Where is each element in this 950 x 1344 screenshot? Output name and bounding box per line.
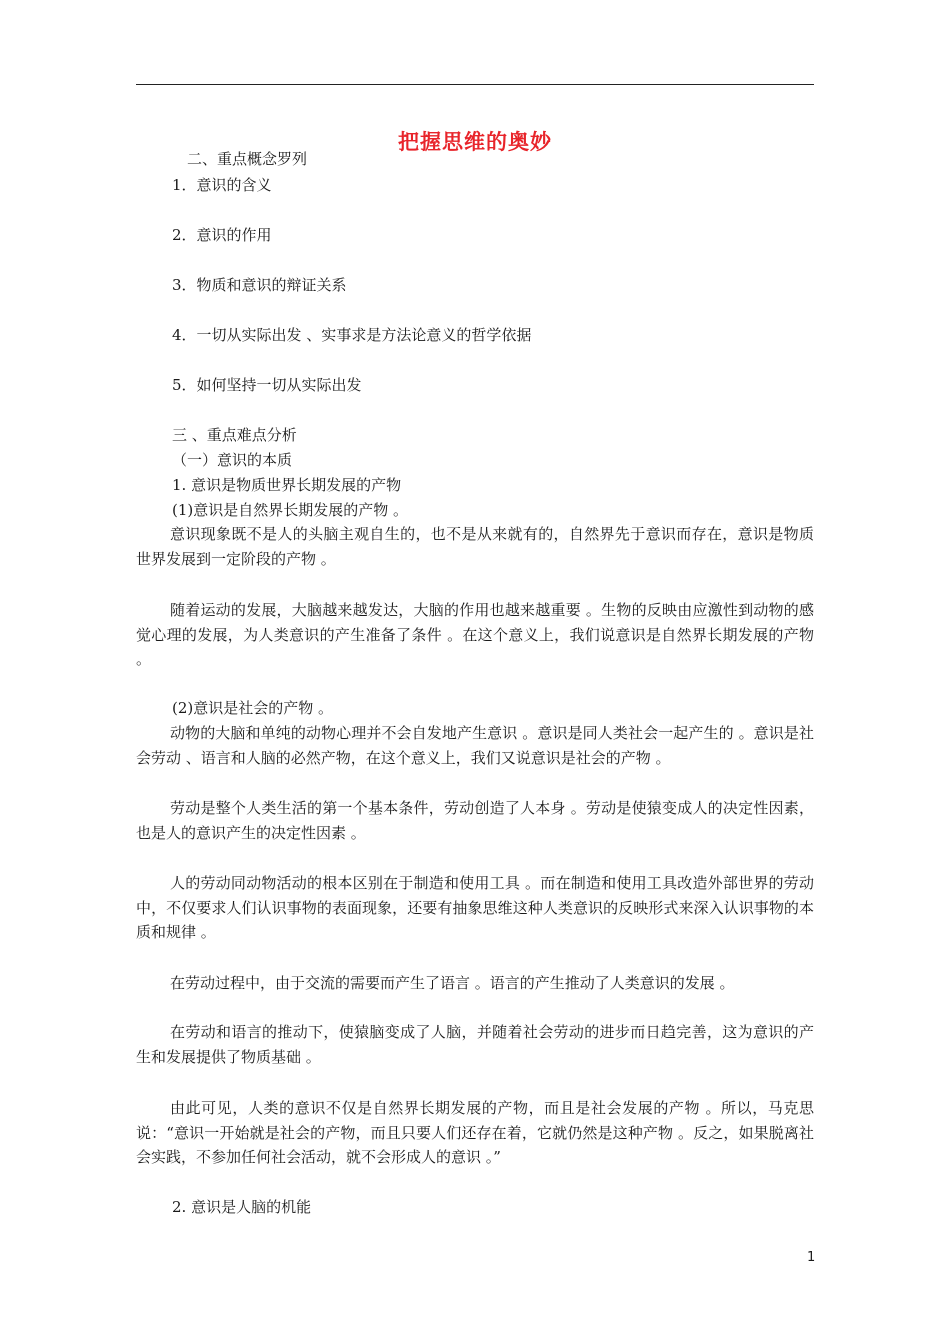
body-paragraph: 动物的大脑和单纯的动物心理并不会自发地产生意识 。意识是同人类社会一起产生的 。意识是社会劳动 、语言和人脑的必然产物，在这个意义上，我们又说意识是社会的产物 。 [136, 724, 814, 767]
concept-item: 5．如何坚持一切从实际出发 [172, 376, 362, 394]
section-heading-concepts: 二、重点概念罗列 [187, 150, 308, 168]
body-paragraph: 在劳动和语言的推动下，使猿脑变成了人脑，并随着社会劳动的进步而日趋完善，这为意识的产生和发展提供了物质基础 。 [136, 1023, 814, 1066]
body-paragraph: 由此可见，人类的意识不仅是自然界长期发展的产物，而且是社会发展的产物 。所以，马克思说：“意识一开始就是社会的产物，而且只要人们还存在着，它就仍然是这种产物 。反之，如果脱离社会实践，不参加任何社会活动，就不会形成人的意识 。” [136, 1099, 814, 1166]
body-paragraph: 意识现象既不是人的头脑主观自生的，也不是从来就有的，自然界先于意识而存在，意识是物质世界发展到一定阶段的产物 。 [136, 525, 814, 568]
body-paragraph: 劳动是整个人类生活的第一个基本条件，劳动创造了人本身 。劳动是使猿变成人的决定性因素，也是人的意识产生的决定性因素 。 [136, 799, 814, 842]
section-heading-analysis: 三 、重点难点分析 [172, 426, 297, 444]
concept-item: 1．意识的含义 [172, 176, 272, 194]
body-paragraph: 随着运动的发展，大脑越来越发达，大脑的作用也越来越重要 。生物的反映由应激性到动物的感觉心理的发展，为人类意识的产生准备了条件 。在这个意义上，我们说意识是自然界长期发展的产物 。 [136, 601, 814, 668]
subpoint-heading: (1)意识是自然界长期发展的产物 。 [172, 501, 409, 519]
concept-item: 2．意识的作用 [172, 226, 272, 244]
point-heading: 2. 意识是人脑的机能 [172, 1198, 312, 1216]
body-paragraph: 人的劳动同动物活动的根本区别在于制造和使用工具 。而在制造和使用工具改造外部世界的劳动中，不仅要求人们认识事物的表面现象，还要有抽象思维这种人类意识的反映形式来深入认识事物的本质和规律 。 [136, 874, 814, 941]
document-title: 把握思维的奥妙 [398, 130, 552, 154]
concept-item: 4．一切从实际出发 、实事求是方法论意义的哲学依据 [172, 326, 532, 344]
body-paragraph: 在劳动过程中，由于交流的需要而产生了语言 。语言的产生推动了人类意识的发展 。 [170, 974, 735, 992]
subpoint-heading: (2)意识是社会的产物 。 [172, 699, 334, 717]
concept-item: 3．物质和意识的辩证关系 [172, 276, 347, 294]
point-heading: 1. 意识是物质世界长期发展的产物 [172, 476, 402, 494]
page-number: 1 [807, 1250, 816, 1265]
header-rule [136, 84, 814, 85]
subsection-heading: （一）意识的本质 [172, 451, 293, 469]
